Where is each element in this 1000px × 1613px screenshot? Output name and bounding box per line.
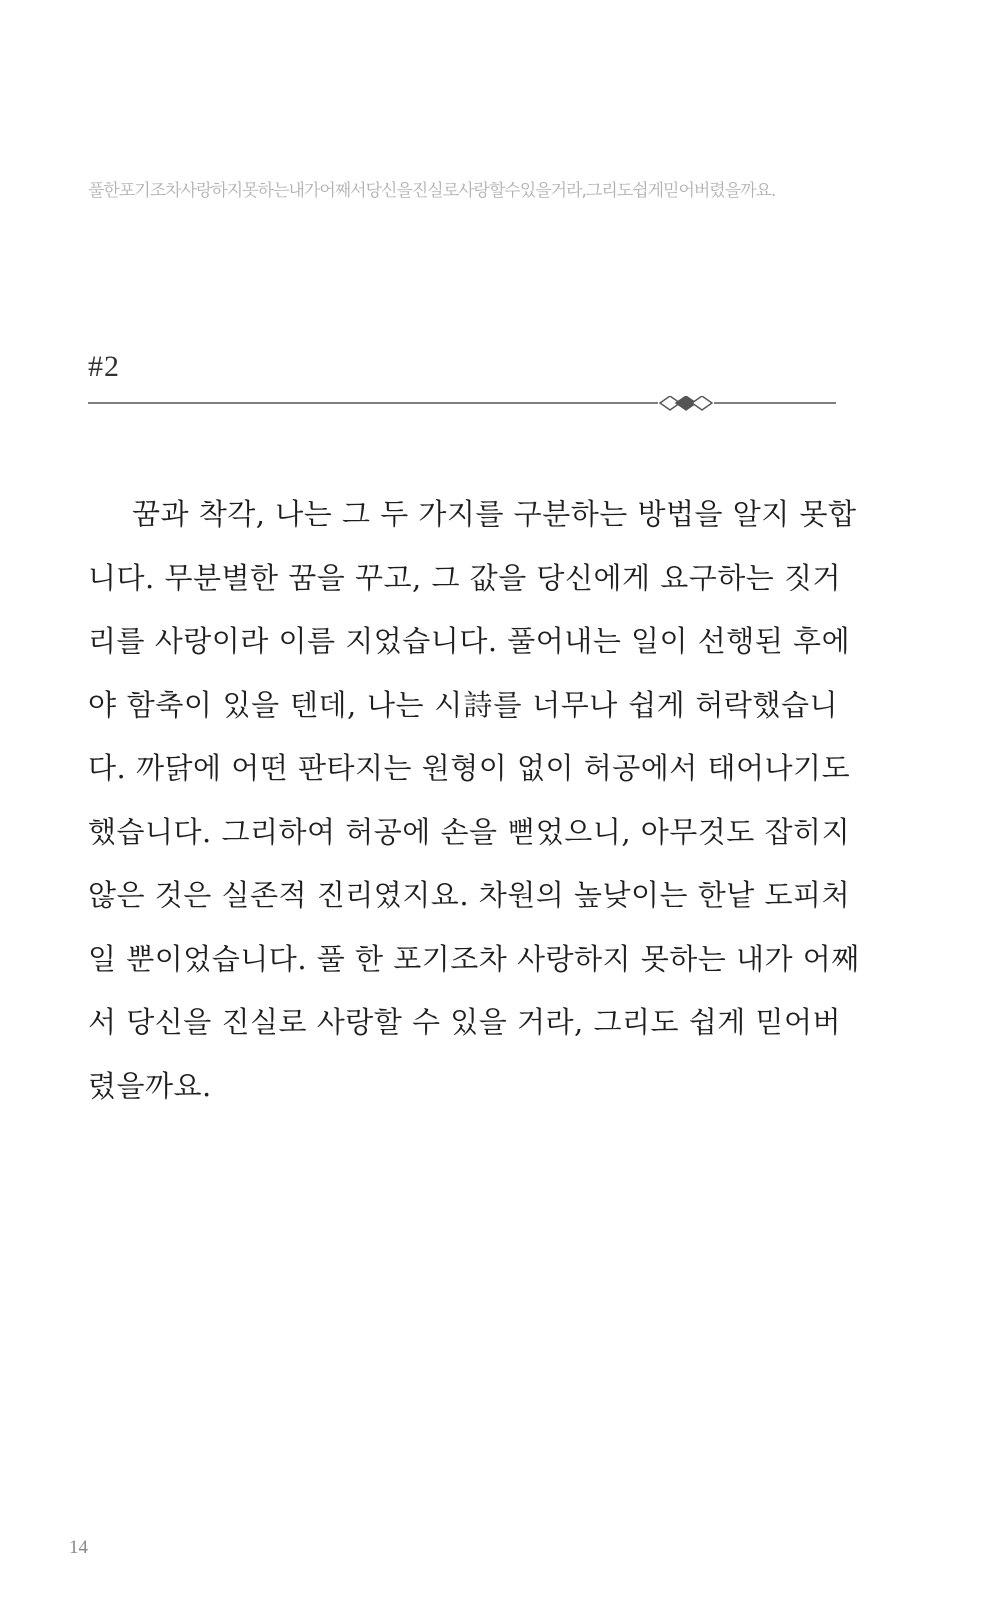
body-line: 리를 사랑이라 이름 지었습니다. 풀어내는 일이 선행된 후에 (88, 624, 851, 658)
body-paragraph (88, 483, 860, 1118)
body-line: 서 당신을 진실로 사랑할 수 있을 거라, 그리도 쉽게 믿어버 (88, 1005, 842, 1039)
body-line: 일 뿐이었습니다. 풀 한 포기조차 사랑하지 못하는 내가 어째 (88, 941, 860, 976)
body-line: 했습니다. 그리하여 허공에 손을 뻗었으니, 아무것도 잡히지 (88, 814, 851, 849)
body-line: 다. 까닭에 어떤 판타지는 원형이 없이 허공에서 태어나기도 (88, 751, 851, 785)
body-line: 니다. 무분별한 꿈을 꾸고, 그 값을 당신에게 요구하는 짓거 (88, 560, 842, 595)
body-line: 꿈과 착각, 나는 그 두 가지를 구분하는 방법을 알지 못합 (132, 497, 857, 531)
page-number: 14 (69, 1537, 88, 1558)
body-line: 않은 것은 실존적 진리였지요. 차원의 높낮이는 한낱 도피처 (88, 878, 851, 912)
chapter-number: #2 (88, 350, 120, 383)
ornamental-divider (88, 396, 836, 416)
running-header: 풀한포기조차사랑하지못하는내가어째서당신을진실로사랑할수있을거라,그리도쉽게믿어버렸을까요. (88, 181, 776, 201)
diamond-outline-icon (692, 396, 712, 410)
body-line: 야 함축이 있을 텐데, 나는 시詩를 너무나 쉽게 허락했습니 (88, 687, 838, 722)
body-line: 렸을까요. (88, 1068, 212, 1103)
